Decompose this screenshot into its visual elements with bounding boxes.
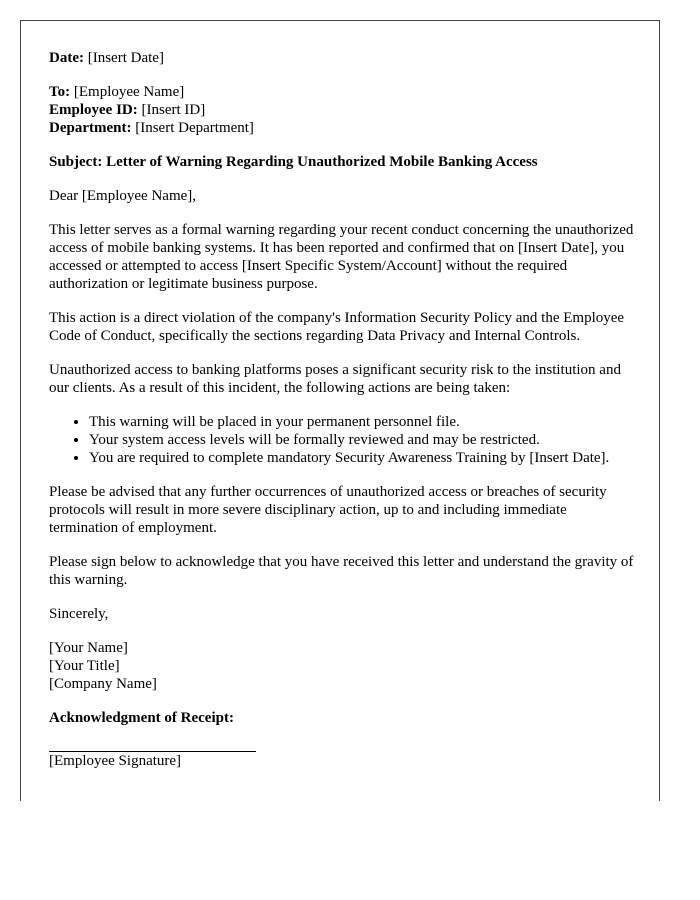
to-line: [49, 83, 639, 101]
department-label: Department:: [49, 120, 132, 136]
list-item: • Your system access levels will be formally reviewed and may be restricted.: [89, 431, 639, 449]
recipient-block: [49, 83, 639, 137]
closing-paragraph: Please sign below to acknowledge that you have received this letter and understand the gravity of this warning.: [49, 554, 634, 588]
date-block: [49, 49, 639, 67]
to-label: To:: [49, 84, 71, 100]
department-value: [Insert Department]: [135, 120, 254, 136]
date-value: [Insert Date]: [87, 50, 164, 66]
sender-block: [49, 639, 639, 693]
employee-id-value: [Insert ID]: [141, 102, 206, 118]
sender-title: [Your Title]: [49, 658, 120, 674]
letter-page: [20, 20, 660, 801]
list-item: • This warning will be placed in your permanent personnel file.: [89, 413, 639, 431]
body-paragraph: This action is a direct violation of the company's Information Security Policy and the Employee Code of Conduct, specifically the sections regarding Data Privacy and Internal Controls.: [49, 310, 625, 344]
employee-id-label: Employee ID:: [49, 102, 138, 118]
closing-paragraph: Please be advised that any further occurrences of unauthorized access or breaches of security protocols will result in more severe disciplinary action, up to and including immediate termination of employment.: [49, 484, 607, 536]
sign-off: Sincerely,: [49, 606, 109, 622]
date-line: [49, 49, 639, 67]
employee-id-line: [49, 101, 639, 119]
subject-line: Subject: Letter of Warning Regarding Unauthorized Mobile Banking Access: [49, 154, 538, 170]
actions-list: [49, 413, 639, 467]
salutation: Dear [Employee Name],: [49, 188, 197, 204]
body-paragraph: Unauthorized access to banking platforms poses a significant security risk to the institution and our clients. As a result of this incident, the following actions are being taken:: [49, 362, 621, 396]
sender-name: [Your Name]: [49, 640, 128, 656]
list-item: • You are required to complete mandatory Security Awareness Training by [Insert Date].: [89, 449, 639, 467]
letter-content: [49, 49, 639, 770]
department-line: [49, 119, 639, 137]
signature-label: [Employee Signature]: [49, 753, 182, 769]
sender-company: [Company Name]: [49, 676, 157, 692]
acknowledgment-title: Acknowledgment of Receipt:: [49, 710, 234, 726]
body-paragraph: This letter serves as a formal warning regarding your recent conduct concerning the unauthorized access of mobile banking systems. It has been reported and confirmed that on [Insert Date], you accessed or attempted to access [Insert Specific System/Account] without the required authorization or legitimate business purpose.: [49, 222, 634, 292]
to-value: [Employee Name]: [73, 84, 185, 100]
date-label: Date:: [49, 50, 84, 66]
